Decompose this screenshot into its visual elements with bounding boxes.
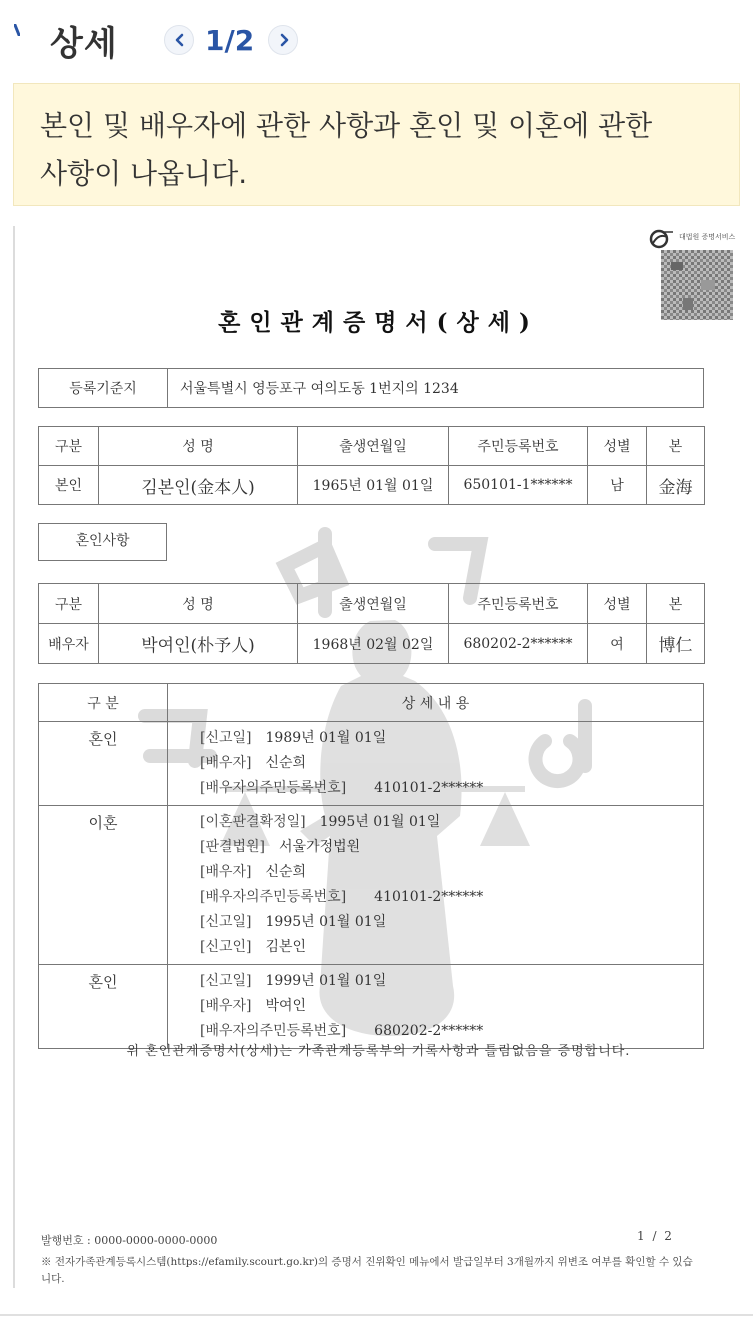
detail-kind: 이혼	[39, 806, 168, 965]
detail-line: [신고일] 1989년 01월 01일	[200, 730, 387, 746]
header	[0, 0, 753, 80]
issue-number: 발행번호 : 0000-0000-0000-0000	[41, 1234, 218, 1247]
detail-line: [배우자] 신순희	[200, 755, 307, 771]
detail-content-header: 상 세 내 용	[168, 684, 704, 722]
detail-line: [배우자의주민등록번호] 410101-2******	[200, 889, 484, 905]
spouse-gender: 여	[588, 624, 647, 664]
footnote: ※ 전자가족관계등록시스템(https://efamily.scourt.go.kr)의 증명서 진위확인 메뉴에서 발급일부터 3개월까지 위변조 여부를 확인할 수 있습니다.	[41, 1256, 693, 1285]
detail-table	[38, 683, 704, 1049]
detail-line: [이혼판결확정일] 1995년 01월 01일	[200, 814, 441, 830]
spouse-table	[38, 583, 705, 664]
marriage-section-label: 혼인사항	[38, 523, 167, 561]
chevron-left-icon	[173, 33, 187, 47]
detail-line: [배우자] 박여인	[200, 998, 307, 1014]
column-header: 출생연월일	[298, 584, 449, 624]
table-header-row	[39, 584, 705, 624]
prev-page-button[interactable]	[164, 25, 194, 55]
detail-line: [배우자의주민등록번호] 410101-2******	[200, 780, 484, 796]
spouse-name: 박여인(朴予人)	[99, 624, 298, 664]
spouse-category: 배우자	[39, 624, 99, 664]
column-header: 성 명	[99, 584, 298, 624]
person-rrn: 650101-1******	[449, 466, 588, 505]
spouse-birth: 1968년 02월 02일	[298, 624, 449, 664]
column-header: 성별	[588, 584, 647, 624]
court-logo-icon	[649, 229, 675, 249]
detail-line: [배우자의주민등록번호] 680202-2******	[200, 1023, 484, 1039]
chevron-right-icon	[277, 33, 291, 47]
column-header: 구분	[39, 427, 99, 466]
registration-value: 서울특별시 영등포구 여의도동 1번지의 1234	[168, 369, 704, 408]
column-header: 구분	[39, 584, 99, 624]
certification-statement: 위 혼인관계증명서(상세)는 가족관계등록부의 기록사항과 틀림없음을 증명합니다.	[126, 1044, 631, 1059]
table-row	[39, 466, 705, 505]
column-header: 성별	[588, 427, 647, 466]
column-header: 주민등록번호	[449, 427, 588, 466]
divider	[0, 1314, 753, 1316]
next-page-button[interactable]	[268, 25, 298, 55]
page-title: 상세	[50, 24, 118, 64]
detail-line: [신고일] 1995년 01월 01일	[200, 914, 387, 930]
detail-kind-header: 구 분	[39, 684, 168, 722]
info-note: 본인 및 배우자에 관한 사항과 혼인 및 이혼에 관한 사항이 나옵니다.	[13, 83, 740, 206]
registration-table	[38, 368, 704, 408]
registration-label: 등록기준지	[39, 369, 168, 408]
table-row	[39, 965, 704, 1049]
spouse-origin: 博仁	[647, 624, 705, 664]
column-header: 성 명	[99, 427, 298, 466]
column-header: 본	[647, 584, 705, 624]
document-page-indicator: 1 / 2	[637, 1229, 674, 1243]
detail-line: [신고일] 1999년 01월 01일	[200, 973, 387, 989]
table-header-row	[39, 684, 704, 722]
table-row	[39, 806, 704, 965]
column-header: 출생연월일	[298, 427, 449, 466]
column-header: 주민등록번호	[449, 584, 588, 624]
person-name: 김본인(金本人)	[99, 466, 298, 505]
table-row	[39, 624, 705, 664]
title-marker-icon	[14, 24, 20, 36]
spouse-rrn: 680202-2******	[449, 624, 588, 664]
person-origin: 金海	[647, 466, 705, 505]
person-category: 본인	[39, 466, 99, 505]
document-title: 혼인관계증명서(상세)	[218, 309, 539, 336]
table-header-row	[39, 427, 705, 466]
person-table	[38, 426, 705, 505]
column-header: 본	[647, 427, 705, 466]
detail-line: [판결법원] 서울가정법원	[200, 839, 361, 855]
detail-line: [신고인] 김본인	[200, 939, 307, 955]
page-indicator: 1/2	[205, 24, 255, 57]
person-gender: 남	[588, 466, 647, 505]
table-row	[39, 722, 704, 806]
person-birth: 1965년 01월 01일	[298, 466, 449, 505]
detail-line: [배우자] 신순희	[200, 864, 307, 880]
detail-kind: 혼인	[39, 965, 168, 1049]
qr-label: 대법원 증명서비스	[679, 233, 736, 241]
detail-kind: 혼인	[39, 722, 168, 806]
certificate-document	[13, 226, 742, 1288]
